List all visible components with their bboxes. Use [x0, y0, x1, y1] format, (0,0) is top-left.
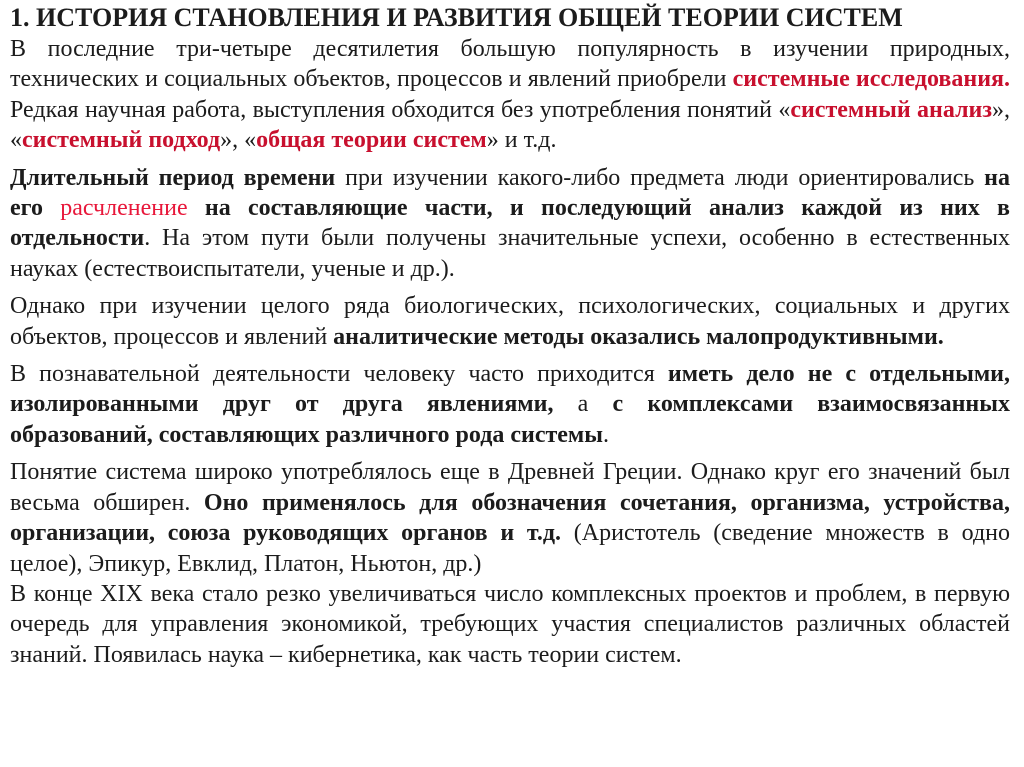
p2-bold-2: на его — [10, 164, 1010, 222]
p3-text-1: Однако при изучении целого ряда биологических, психологических, социальных и других объектов, процессов и явлений — [10, 293, 1010, 350]
p5-text-1: Понятие система широко употреблялось еще в Древней Греции. Однако круг его значений был весьма обширен. — [10, 459, 1010, 516]
slide-title: 1. ИСТОРИЯ СТАНОВЛЕНИЯ И РАЗВИТИЯ ОБЩЕЙ ТЕОРИИ СИСТЕМ — [10, 3, 903, 32]
p1-text-1: В последние три-четыре десятилетия большую популярность в изучении природных, технических и социальных объектов, процессов и явлений приобрели — [10, 36, 1010, 93]
paragraph-1 — [10, 34, 1010, 156]
p2-highlight-dismemberment: расчленение — [60, 195, 188, 222]
p2-text-1: при изучении какого-либо предмета люди ориентировались — [335, 164, 985, 191]
p6-text-1: В конце XIX века стало резко увеличиваться число комплексных проектов и проблем, в первую очередь для управления экономикой, требующих участия специалистов различных областей знаний. Появилась наука – кибернетика, как часть теории систем. — [10, 580, 1010, 668]
paragraph-2 — [10, 163, 1010, 285]
p1-highlight-system-analysis: системный анализ — [790, 96, 993, 123]
p2-text-2: . На этом пути были получены значительные успехи, особенно в естественных науках (естествоиспытатели, ученые и др.). — [10, 225, 1010, 282]
p5-text-2: (Аристотель (сведение множеств в одно целое), Эпикур, Евклид, Платон, Ньютон, др.) — [10, 520, 1010, 577]
p5-bold-1: Оно применялось для обозначения сочетания, организма, устройства, организации, союза руководящих органов и т.д. — [10, 489, 1011, 547]
paragraph-4 — [10, 359, 1010, 450]
p3-bold-1: аналитические методы оказались малопродуктивными. — [333, 323, 944, 350]
p2-bold-1: Длительный период времени — [10, 164, 336, 191]
p1-text-5: » и т.д. — [486, 127, 557, 154]
paragraph-5 — [10, 457, 1010, 579]
p1-text-2: Редкая научная работа, выступления обходится без употребления понятий « — [10, 96, 791, 123]
p1-text-3: », « — [10, 96, 1011, 154]
p1-highlight-general-systems-theory: общая теории систем — [256, 127, 487, 154]
p4-text-3: . — [603, 421, 610, 448]
p1-text-4: », « — [220, 127, 257, 154]
p4-bold-1: иметь дело не с отдельными, изолированными друг от друга явлениями, — [10, 361, 1010, 418]
p4-text-1: В познавательной деятельности человеку часто приходится — [10, 361, 668, 388]
p4-text-2: а — [553, 391, 613, 418]
paragraph-3 — [10, 291, 1010, 352]
p4-bold-2: с комплексами взаимосвязанных образований, составляющих различного рода системы — [10, 391, 1010, 448]
p1-highlight-system-research: системные исследования. — [732, 66, 1011, 93]
paragraph-6 — [10, 579, 1010, 670]
p1-highlight-system-approach: системный подход — [22, 127, 221, 154]
p2-bold-3: на составляющие части, и последующий анализ каждой из них в отдельности — [10, 195, 1010, 252]
